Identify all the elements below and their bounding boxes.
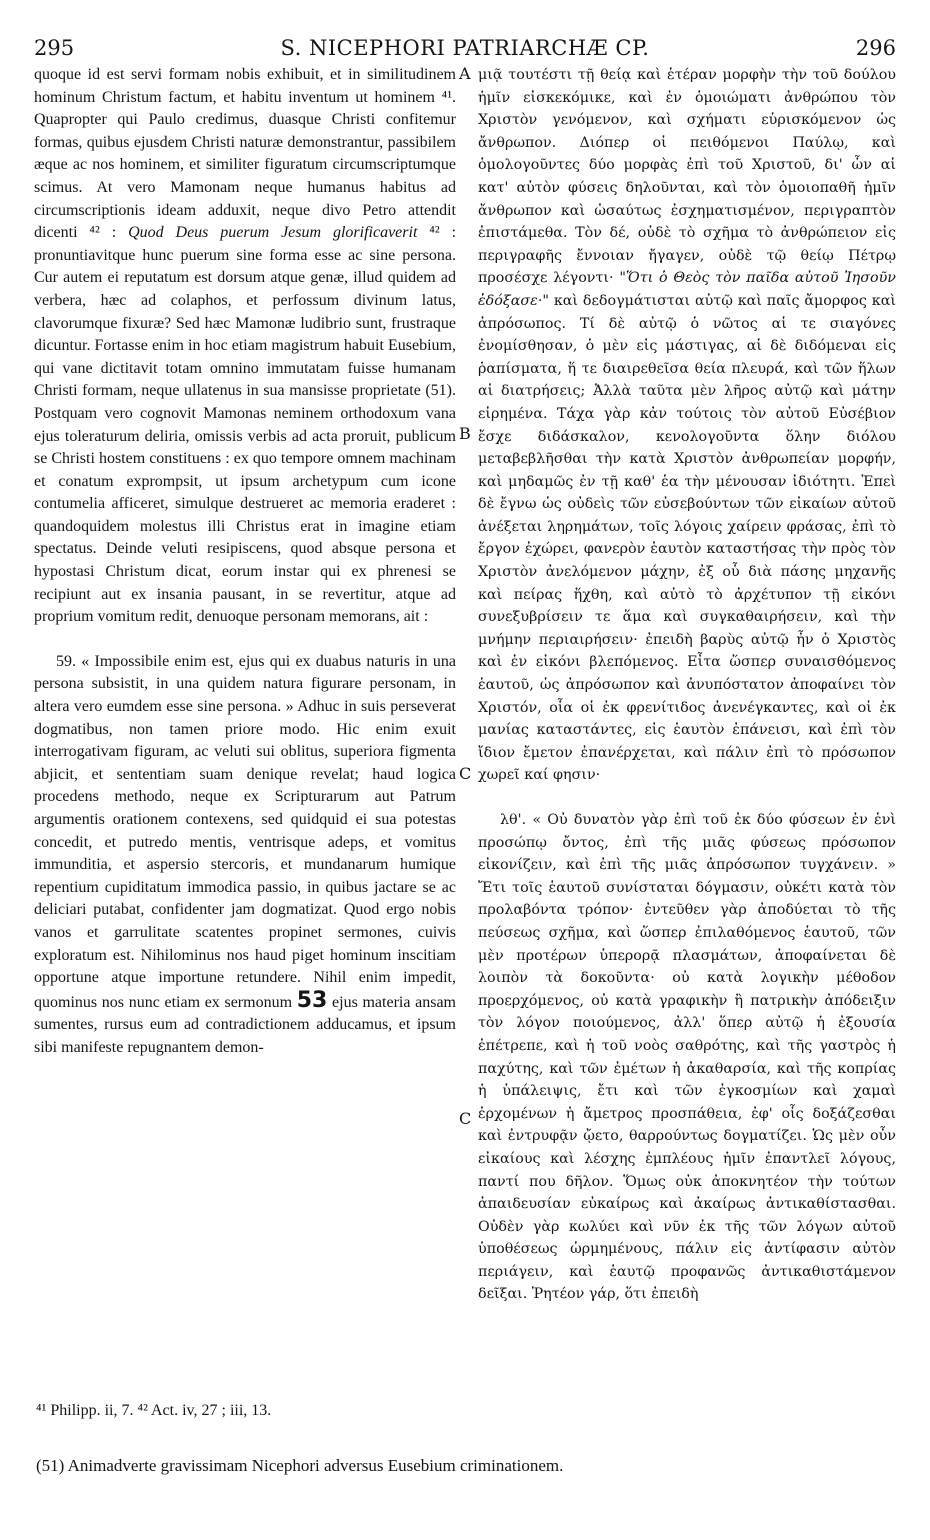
editor-note: (51) Animadverte gravissimam Nicephori adversus Eusebium criminationem. [36,1456,564,1475]
greek-paragraph-2: λθ'. « Οὐ δυνατὸν γὰρ ἐπὶ τοῦ ἐκ δύο φύσεων ἐν ἑνὶ προσώπῳ ὄντος, ἐπὶ τῆς μιᾶς φύσεως πρόσωπον εἰκονίζειν, καὶ ἐπὶ τῆς μιᾶς ἀπρόσωπον τυγχάνειν. » Ἔτι τοῖς ἑαυτοῦ συνίσταται δόγμασιν, οὐκέτι κατὰ τὸν προλαβόντα τρόπον· ἐντεῦθεν γὰρ ἀποδύεται τὸ τῆς πεύσεως σχῆμα, καὶ ὥσπερ ἐπιλαθόμενος ἑαυτοῦ, τῶν μὲν προτέρων ὑπερορᾷ πλασμάτων, ἀποφαίνεται δὲ λοιπὸν τὰ δοκοῦντα· οὐ κατὰ λογικὴν μέθοδον προερχόμενος, οὐ κατὰ γραφικὴν ἢ πατρικὴν ἀπόδειξιν τὸν λόγον ποιούμενος, ἀλλ' ὅπερ αὐτῷ ἡ ἐξουσία ἐπέτρεπε, καὶ ἡ τοῦ νοὸς σαθρότης, καὶ τῆς γαστρὸς ἡ παχύτης, καὶ τῶν ἐμέτων ἡ ἀκαθαρσία, καὶ τῆς κοπρίας ἡ ὑπάλειψις, ἔτι καὶ τῶν ἐγκοσμίων καὶ χαμαὶ ἐρχομένων ἡ ἄμετρος προσπάθεια, ἐφ' οἷς δοξάζεσθαι καὶ ἐντρυφᾷν ᾤετο, θαρρούντως δογματίζει. Ὡς μὲν οὖν εἰκαίους καὶ λέσχης ἐμπλέους ἡμῖν ἐπαντλεῖ λόγους, παντί που δῆλον. Ὅμως οὐκ ἀποκνητέον τὴν τούτων ἀπαιδευσίαν εὐκαίρως καὶ ἀκαίρως ἀντικαθίστασθαι. Οὐδὲν γὰρ κωλύει καὶ νῦν ἐκ τῆς τῶν λόγων αὐτοῦ ὑποθέσεως ὡρμημένους, πάλιν εἰς ἀντίφασιν αὐτὸν περιάγειν, καὶ ἑαυτῷ προφανῶς ἀντικαθιστάμενον δεῖξαι. Ῥητέον γάρ, ὅτι ἐπειδὴ [478,812,896,1303]
margin-mark-c: C [459,764,472,783]
running-title: S. NICEPHORI PATRIARCHÆ CP. [280,36,650,60]
latin-paragraph-1: quoque id est servi formam nobis exhibuit, et in similitudinem hominum Christum factum, et habitu inventum ut hominem ⁴¹. Quapropter qui Paulo credimus, duasque Christi confitemur formas, quibus ejusdem Christi naturæ demonstrantur, passibilem æque ac nos hominem, et similiter figuratum circumscriptumque scimus. At vero Mamonam neque humanus habitus ad circumscriptionis ideam adduxit, neque divo Petro attendit dicenti ⁴² : Quod Deus puerum Jesum glorificaverit ⁴² : pronuntiavitque hunc puerum sine forma esse ac sine persona. Cur autem ei reputatum est dorsum atque genæ, illud quidem ad verbera, hæc ad colaphos, et perfossum divinum latus, clavorumque fixuræ? Sed hæc Mamonæ ludibrio sunt, frustraque dicuntur. Fortasse enim in hoc etiam magistrum habuit Eusebium, qui vane dictitavit totam omnino immutatam fuisse humanam Christi formam, neque ullatenus in sua mansisse proprietate (51). Postquam vero cognovit Mamonas neminem orthodoxum vana ejus toleraturum deliria, omissis verbis ad acta proruit, publicum se Christi hostem constituens : ex quo tempore omnem machinam et conatum exprompsit, ut ipsum archetypum cum icone contumelia afficeret, simulque destrueret ac memoria eraderet : quandoquidem molestus illi Christus erat in imagine etiam spectatus. Deinde veluti resipiscens, quod absque persona et hypostasi Christum dicat, eorum instar qui ex phrenesi se recipiunt aut ex insania pausant, in se revertitur, atque ad proprium vomitum redit, denuoque personam memorans, ait : [34,66,457,626]
page-header [34,36,896,60]
latin-paragraph-2: 59. « Impossibile enim est, ejus qui ex duabus naturis in una persona subsistit, in una quidem natura figurare personam, in altera vero eumdem esse sine persona. » Adhuc in suis perseverat dogmatibus, non tamen priore modo. Hic enim exuit interrogativam figuram, ac veluti sui oblitus, superiora figmenta abjicit, et sententiam suam denique revelat; haud logica procedens methodo, neque ex Scripturarum aut Patrum argumentis orationem contexens, sed quidquid ei sua potestas concedit, et putredo mentis, ventrisque adeps, et vomitus immunditia, et aspersio stercoris, et mundanarum humique repentium cupiditatum immodica passio, in quibus jactare se ac deliciari putabat, confidenter jam dogmatizat. Quod ergo nobis vanos et garrulitate scatentes propinet sermones, cuivis exploratum est. Nihilominus nos haud piget hominum inscitiam opportune atque importune retundere. Nihil enim impedit, quominus nos nunc etiam ex sermonum 53 ejus materia ansam sumentes, rursus eum ad contradictionem adducamus, et ipsum sibi manifeste repugnantem demon- [34,652,457,1056]
margin-mark-b: B [459,424,471,443]
latin-quote: Quod Deus puerum Jesum glorificaverit [128,224,418,242]
column-number-53: 53 [296,987,328,1013]
greek-paragraph-1: μιᾷ τουτέστι τῇ θείᾳ καὶ ἑτέραν μορφὴν τὴν τοῦ δούλου ἡμῖν εἰσκεκόμικε, καὶ ἐν ὁμοιώματι ἀνθρώπου τὸν Χριστὸν γενόμενον, καὶ σχήματι εὑρισκόμενον ὡς ἄνθρωπον. Διόπερ οἱ πειθόμενοι Παύλῳ, καὶ ὁμολογοῦντες δύο μορφὰς ἐπὶ τοῦ Χριστοῦ, δι' ὧν αἱ κατ' αὐτὸν φύσεις δηλοῦνται, καὶ τὸν ὁμοιοπαθῆ ἡμῖν ἄνθρωπον καὶ ὡσαύτως ἐσχηματισμένον, περιγραπτὸν ἐπιστάμεθα. Τὸν δέ, οὐδὲ τὸ σχῆμα τὸ ἀνθρώπειον εἰς περιγραφῆς ἔννοιαν ἤγαγεν, οὐδὲ τῷ θείῳ Πέτρῳ προσέσχε λέγοντι· "Ὅτι ὁ Θεὸς τὸν παῖδα αὐτοῦ Ἰησοῦν ἐδόξασε·" καὶ δεδογμάτισται αὐτῷ καὶ παῖς ἄμορφος καὶ ἀπρόσωπος. Τί δὲ αὐτῷ ὁ νῶτος αἱ τε σιαγόνες ἐνομίσθησαν, ὁ μὲν εἰς μάστιγας, αἱ δὲ διδόμεναι εἰς ῥαπίσματα, ἥ τε διαιρεθεῖσα θεία πλευρά, καὶ τῶν ἥλων αἱ διατρήσεις; Ἀλλὰ ταῦτα μὲν λῆρος αὐτῷ καὶ μάτην εἰρημένα. Τάχα γὰρ κἀν τούτοις τὸν αὐτοῦ Εὐσέβιον ἔσχε διδάσκαλον, κενολογοῦντα ὅλην διόλου μεταβεβλῆσθαι τὴν κατὰ Χριστὸν ἀνθρωπείαν μορφήν, καὶ μηδαμῶς ἐν τῇ καθ' ἑα τὴν μένουσαν ἰδιότητι. Ἐπεὶ δὲ ἔγνω ὡς οὐδεὶς τῶν εὐσεβούντων τῶν εἰκαίων αὐτοῦ ἀνέξεται ληρημάτων, τοῖς λόγοις χαίρειν φράσας, ἐπὶ τὸ ἔργον ἐχώρει, φανερὸν ἑαυτὸν καταστήσας τὴν πρὸς τὸν Χριστὸν ἀνελόμενον μάχην, ἐξ οὗ διὰ πάσης μηχανῆς καὶ πείρας ἥχθη, καὶ αὐτὸ τὸ ἀρχέτυπον τῇ εἰκόνι συνεξυβρίσειν τε ἅμα καὶ συγκαθαιρήσειν, καὶ τὴν μνήμην περιαιρήσειν· ἐπειδὴ βαρὺς αὐτῷ ἦν ὁ Χριστὸς καὶ ἐν εἰκόνι βλεπόμενος. Εἶτα ὥσπερ συναισθόμενος ἑαυτοῦ, ὡς ἀπρόσωπον καὶ ἀνυπόστατον ἀποφαίνει τὸν Χριστόν, οἷα οἱ ἐκ φρενίτιδος ἀνενέγκαντες, καὶ οἱ ἐκ μανίας καταστάντες, εἰς ἑαυτὸν ἐπάνεισι, καὶ ἐπὶ τὸν ἴδιον ἔμετον ἐπανέρχεται, καὶ πάλιν ἐπὶ τὸ πρόσωπον χωρεῖ καί φησιν· [478,67,896,784]
greek-column [478,64,896,1306]
page-number-right: 296 [855,36,896,60]
margin-mark-a: A [459,64,471,83]
greek-quote: "Ὅτι ὁ Θεὸς τὸν παῖδα αὐτοῦ Ἰησοῦν ἐδόξασε·" [478,270,896,309]
latin-column [34,64,456,1060]
margin-mark-c-lower: C [459,1109,472,1128]
footnotes: ⁴¹ Philipp. ii, 7. ⁴² Act. iv, 27 ; iii, 13. [36,1402,272,1419]
page-number-left: 295 [34,36,75,60]
